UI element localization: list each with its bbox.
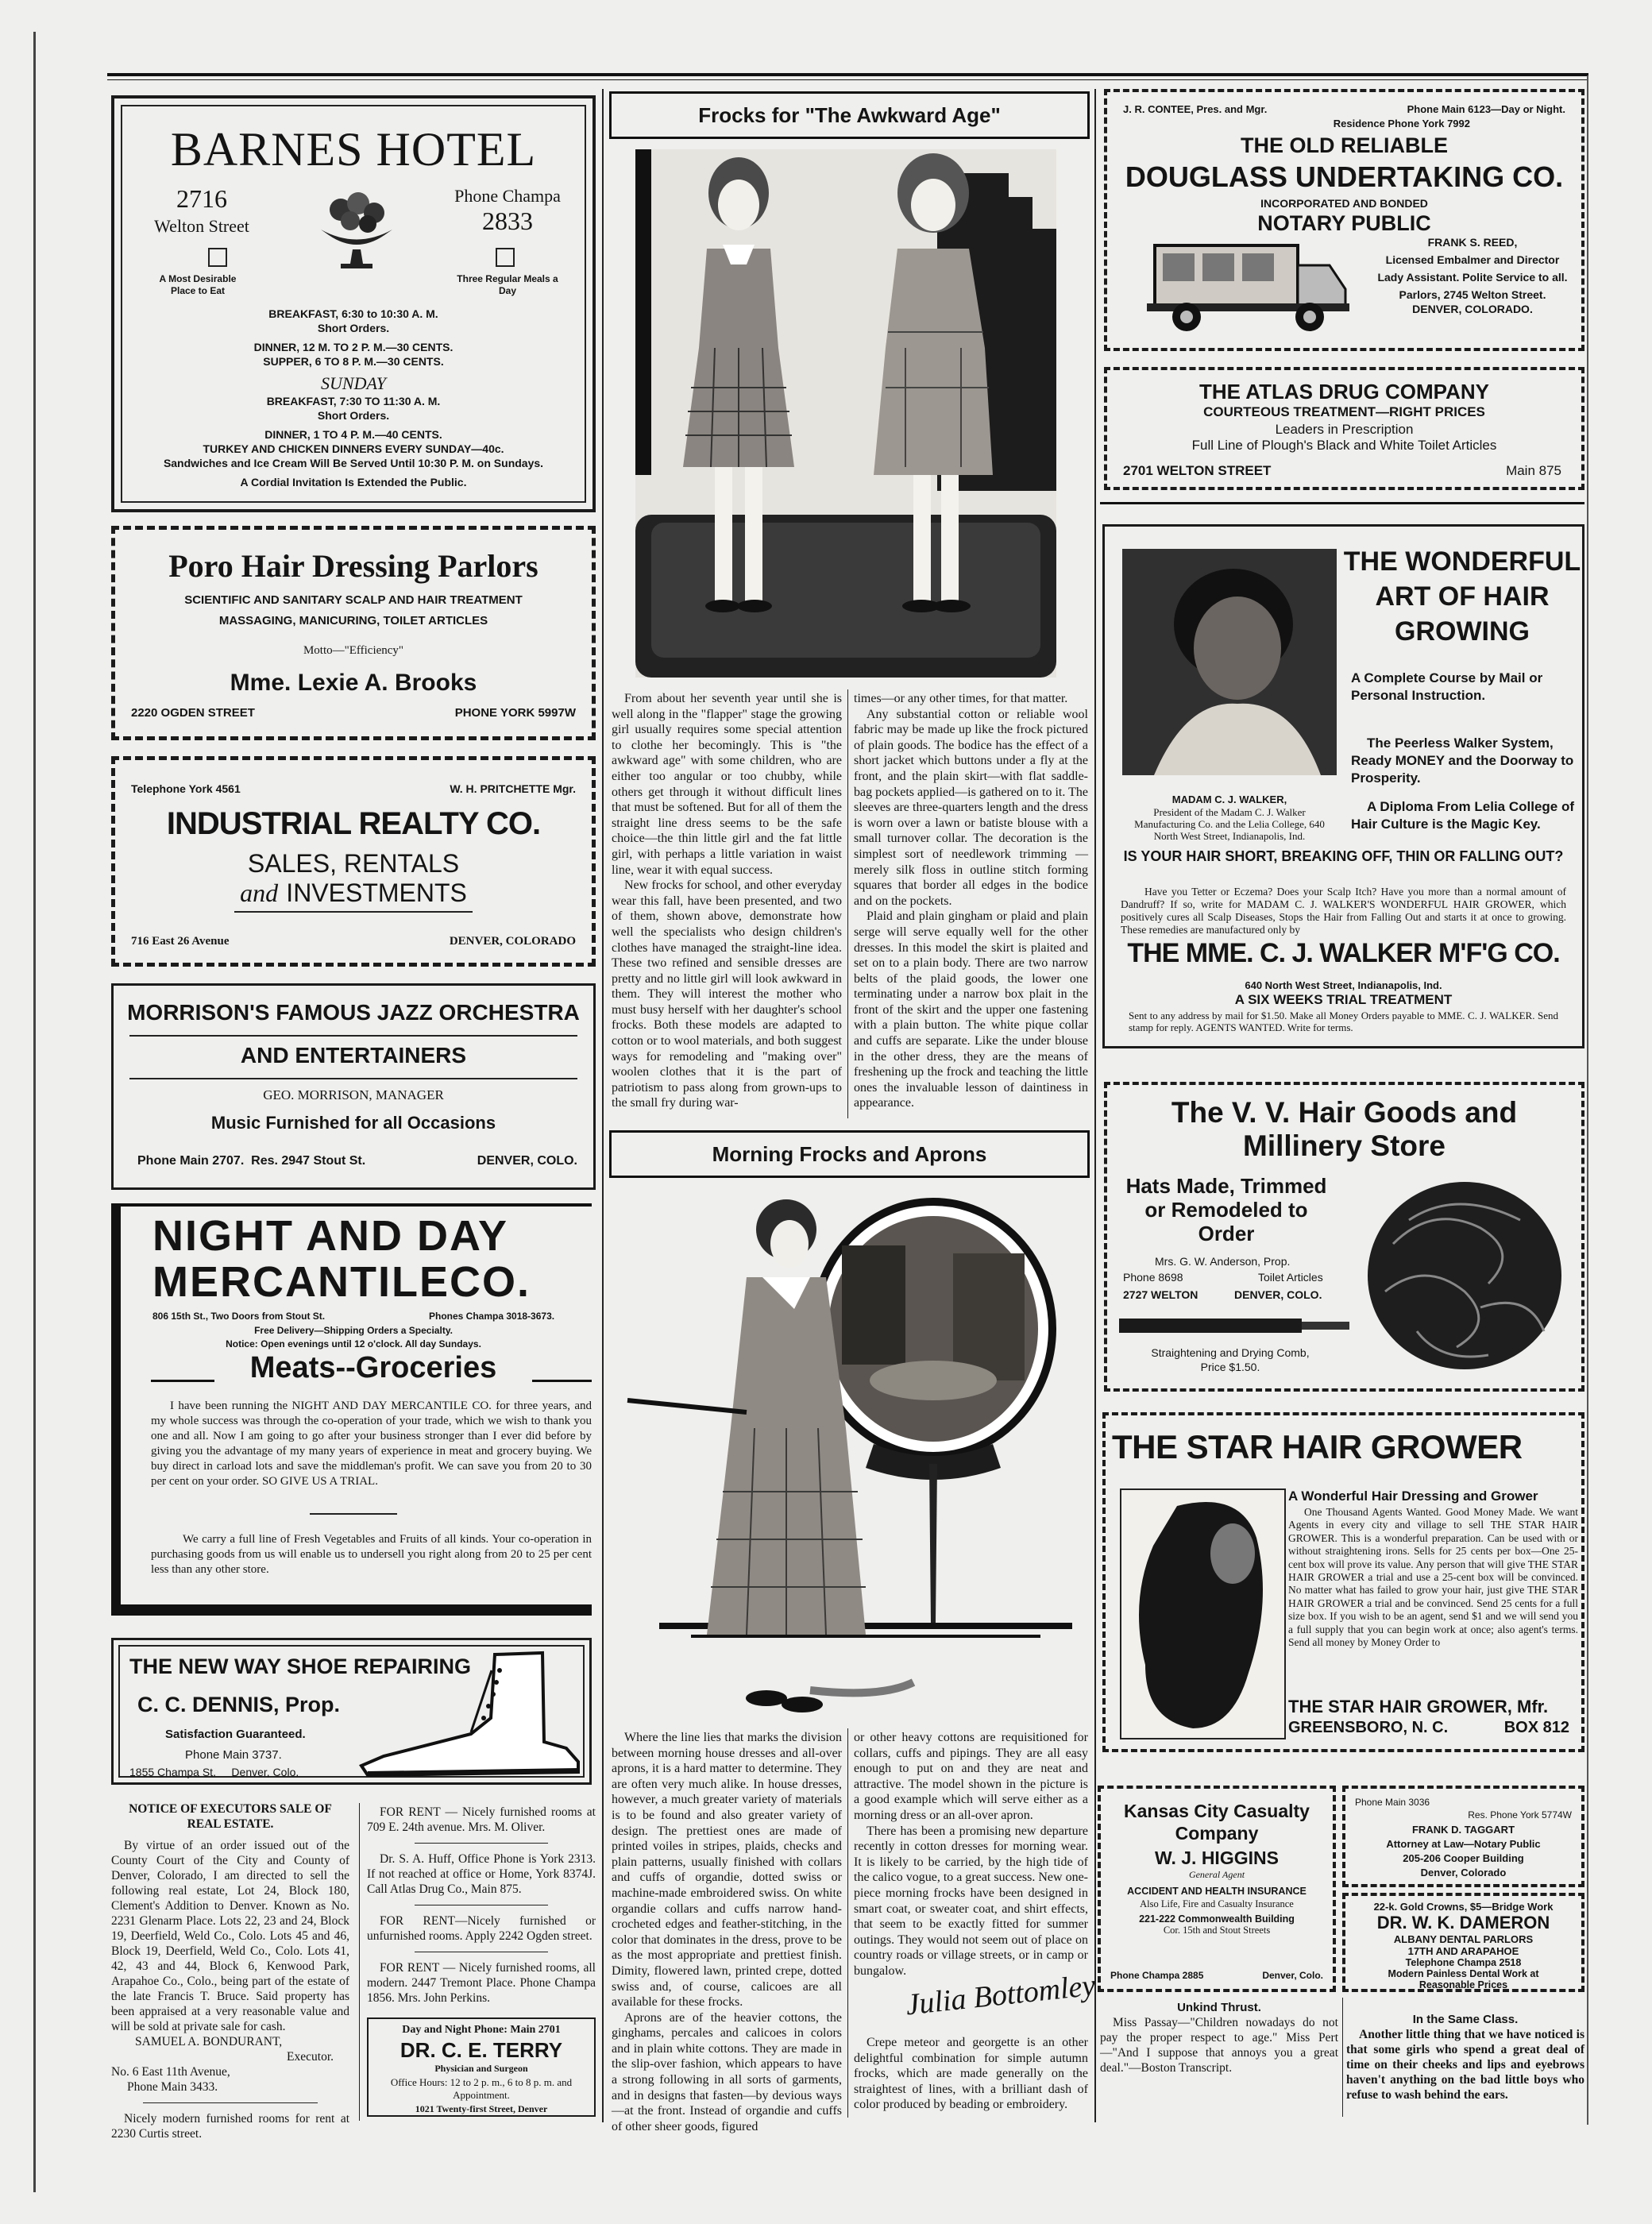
mercantile-body: I have been running the NIGHT AND DAY MERCANTILE CO. for three years, and my whole success was through the co-operation of your trade, which we wish to thank you one and all. Now I am going to go after your business stronger than I ever did before by giving you the advantage of my many years of experience in meat and grocery buying. We buy direct in carload lots and save the middleman's profit. We can save you from 20 to 30 per cent on your order. SO GIVE US A TRIAL.: [151, 1400, 592, 1488]
barnes-phone-label: Phone Champa: [454, 186, 561, 206]
executors-role: Executor.: [287, 2050, 334, 2064]
walker-ad: [1102, 524, 1584, 1048]
dameron-street: 17TH AND ARAPAHOE: [1407, 1945, 1519, 1957]
for-rent-ad-2: FOR RENT—Nicely furnished or unfurnished rooms. Apply 2242 Ogden street.: [367, 1914, 596, 1943]
walker-question: IS YOUR HAIR SHORT, BREAKING OFF, THIN OR FALLING OUT?: [1123, 848, 1564, 864]
douglass-president: J. R. CONTEE, Pres. and Mgr.: [1123, 103, 1268, 115]
barnes-hotel-ad: [111, 95, 596, 512]
walker-course: A Complete Course by Mail or Personal Instruction.: [1351, 670, 1543, 703]
star-title: THE STAR HAIR GROWER: [1112, 1428, 1523, 1465]
star-hair-grower-ad: [1102, 1412, 1584, 1752]
morning-column-1: Where the line lies that marks the division between morning house dresses and all-over aprons, it is a hard matter to determine. They are often very much alike. In house dresses, however, a much greater variety of materials is to be found and also greater variety of design. The prettiest ones are made of printed voiles in stripes, plaids, checks and plain patterns, usually finished with collars and cuffs of organdie, dotted swiss or machine-made embroidered swiss. On white organdie collars and cuffs narrow hand-crocheted edges and feather-stitching, in the color that dominates in the dress, prove to be as the most appropriate and prettiest finish. Dimity, flowered lawn, printed crepe, dotted swiss and, of course, calicoes are all available for these frocks. Aprons are of the heavier cottons, the ginghams, percales and calicoes in colors and in plain white cottons. They are made in the slip-over fashion, which appears to have a strong following in all sorts of garments, and in designs that fasten—by devious ways—at the front. Instead of organdie and cuffs of other sheer goods, figured: [612, 1731, 842, 2133]
kc-line4: Cor. 15th and Stout Streets: [1163, 1925, 1271, 1936]
poro-title: Poro Hair Dressing Parlors: [168, 548, 538, 584]
comb-icon: [1119, 1311, 1357, 1342]
star-mfr: THE STAR HAIR GROWER, Mfr.: [1288, 1697, 1549, 1716]
executors-notice: [111, 1801, 349, 2141]
mercantile-ad: [111, 1203, 596, 1620]
walker-company: THE MME. C. J. WALKER M'F'G CO.: [1127, 938, 1560, 968]
star-city: GREENSBORO, N. C.: [1288, 1719, 1449, 1736]
vv-phone: Phone 8698: [1123, 1271, 1183, 1284]
dameron-ad: [1342, 1893, 1584, 1992]
jazz-city: DENVER, COLO.: [477, 1154, 577, 1168]
taggart-city: Denver, Colorado: [1420, 1867, 1507, 1878]
frocks-heading: Frocks for "The Awkward Age": [609, 91, 1090, 139]
barnes-title: BARNES HOTEL: [170, 123, 537, 176]
mercantile-title: NIGHT AND DAY MERCANTILECO.: [152, 1212, 531, 1306]
mercantile-address: 806 15th St., Two Doors from Stout St.: [152, 1311, 326, 1322]
star-body: One Thousand Agents Wanted. Good Money Made. We want Agents in every city and village to sell THE STAR HAIR GROWER. This is a wonderful preparation. Can be used with or without straightening irons. Sells for 25 cents per box—One 25-cent box will prove its value. Any person that will give THE STAR HAIR GROWER a trial and use a 25-cent box will be convinced. No matter what has failed to grow your hair, just give THE STAR HAIR GROWER a trial and be convinced. Send 25 cents for a full size box. If you wish to be an agent, send $1 and we will send you a full supply that you can begin work at once; also agent's terms. Send all money by Money Order to: [1288, 1506, 1578, 1649]
star-box: BOX 812: [1503, 1719, 1569, 1736]
atlas-drug-ad: [1104, 367, 1584, 490]
poro-ad: [111, 526, 596, 740]
barnes-phone-number: 2833: [482, 207, 533, 235]
realty-address: 716 East 26 Avenue: [131, 935, 230, 948]
for-rent-ad-3: FOR RENT — Nicely furnished rooms, all modern. 2447 Tremont Place. Phone Champa 1856. Mrs. John Perkins.: [367, 1961, 596, 2005]
douglass-incorporated: INCORPORATED AND BONDED: [1260, 197, 1428, 210]
kc-agent: W. J. HIGGINS: [1155, 1848, 1279, 1868]
long-hair-woman-image: [1121, 1490, 1284, 1738]
vv-comb-caption: Straightening and Drying Comb, Price $1.50.: [1151, 1346, 1310, 1373]
terry-title: Physician and Surgeon: [434, 2063, 528, 2074]
realty-sales: SALES, RENTALS: [247, 849, 460, 878]
shoe-guarantee: Satisfaction Guaranteed.: [165, 1728, 306, 1741]
walker-trial: A SIX WEEKS TRIAL TREATMENT: [1234, 992, 1453, 1007]
douglass-title-2: DOUGLASS UNDERTAKING CO.: [1125, 160, 1564, 193]
barnes-sunday-hours: BREAKFAST, 7:30 TO 11:30 A. M. Short Orders. DINNER, 1 TO 4 P. M.—40 CENTS. TURKEY AND CHICKEN DINNERS EVERY SUNDAY—40c. Sandwiches and Ice Cream Will Be Served Until 10:30 P. M. on Sundays. A Cordial Invitation Is Extended the Public.: [163, 395, 544, 488]
jazz-phone: Phone Main 2707. Res. 2947 Stout St.: [137, 1154, 366, 1168]
atlas-line1: Leaders in Prescription: [1275, 422, 1414, 437]
poro-line1: SCIENTIFIC AND SANITARY SCALP AND HAIR TREATMENT: [184, 593, 523, 607]
woman-in-morning-frock-image: [627, 1190, 1072, 1726]
taggart-role: Attorney at Law—Notary Public: [1386, 1838, 1541, 1850]
hearse-icon: [1139, 234, 1353, 337]
morrison-jazz-ad: [111, 983, 596, 1190]
thrust-title: Unkind Thrust.: [1177, 2001, 1261, 2014]
column-divider-2: [1094, 89, 1096, 2122]
walker-portrait: [1122, 549, 1337, 775]
terry-phone: Day and Night Phone: Main 2701: [402, 2024, 561, 2036]
vv-title: The V. V. Hair Goods and Millinery Store: [1171, 1096, 1518, 1162]
page-edge-right: [1587, 75, 1588, 2125]
mercantile-body-2: We carry a full line of Fresh Vegetables and Fruits of all kinds. Your co-operation in purchasing goods from us will enable us to undersell you right along from 20 to 25 per cent less than any other store.: [151, 1533, 592, 1576]
walker-system: The Peerless Walker System, Ready MONEY and the Doorway to Prosperity.: [1351, 736, 1574, 786]
sameclass-body: Another little thing that we have noticed is that some girls who spend a great deal of time on their cheeks and lips and eyebrows haven't anything on the bad little boys who refuse to wash behind the ears.: [1346, 2028, 1584, 2102]
walker-footer: Sent to any address by mail for $1.50. Make all Money Orders payable to MME. C. J. WALKER. Send stamp for reply. AGENTS WANTED. Write for terms.: [1129, 1010, 1558, 1033]
terry-hours: Office Hours: 12 to 2 p. m., 6 to 8 p. m. and Appointment.: [390, 2076, 573, 2101]
frocks-column-2: times—or any other times, for that matter. Any substantial cotton or reliable wool fabric may be made up like the frock pictured of plain goods. The bodice has the effect of a short jacket which buttons under a fly at the front, and the plain skirt—with flat saddle-bag pockets applied—is gathered on to it. The sleeves are three-quarters length and the dress is worn over a lawn or batiste blouse with a small turnover collar. The decoration is the simplest sort of needlework trimming —merely silk floss in outline stitch forming squares that border all edges in the bodice and on the pockets. Plaid and plain gingham or plaid and plain serge will serve equally well for the other dresses. In this model the skirt is plaited and set on to a plain body. There are two narrow belts of the plaid goods, the lower one terminating under a narrow box plait in the front of the skirt and the upper one fastening with a plain button. The white pique collar and cuffs are separate. Like the under blouse in the other dress, they are the means of freshening up the frock and teaching the little ones the invaluable lesson of daintiness in appearance.: [854, 692, 1088, 1110]
industrial-realty-ad: [111, 756, 596, 967]
unkind-thrust-item: [1100, 2000, 1338, 2075]
kc-role: General Agent: [1188, 1869, 1245, 1880]
kc-title: Kansas City Casualty Company: [1124, 1801, 1310, 1844]
douglass-residence: Residence Phone York 7992: [1333, 118, 1470, 129]
sameclass-title: In the Same Class.: [1412, 2013, 1519, 2026]
atlas-sub: COURTEOUS TREATMENT—RIGHT PRICES: [1203, 404, 1485, 419]
realty-manager: W. H. PRITCHETTE Mgr.: [450, 782, 576, 795]
girls-in-frocks-image: [635, 149, 1056, 678]
executors-phone: Phone Main 3433.: [127, 2080, 218, 2094]
shoe-address: 1855 Champa St. Denver, Colo.: [129, 1766, 299, 1778]
morning-heading: Morning Frocks and Aprons: [609, 1130, 1090, 1178]
morning-column-2b: Crepe meteor and georgette is an other delightful combination for simple autumn frocks, which are made generally on the straightest of lines, with a brilliant dash of color produced by beading or embroidery.: [854, 2036, 1088, 2112]
executors-title: NOTICE OF EXECUTORS SALE OF REAL ESTATE.: [129, 1802, 332, 1831]
vv-hair-goods-ad: [1104, 1082, 1584, 1392]
douglass-ad: [1104, 89, 1584, 351]
barnes-street: Welton Street: [154, 216, 249, 236]
walker-caption: President of the Madam C. J. Walker Manufacturing Co. and the Lelia College, 640 North West Street, Indianapolis, Ind.: [1134, 806, 1325, 842]
walker-address: 640 North West Street, Indianapolis, Ind.: [1245, 979, 1442, 991]
realty-city: DENVER, COLORADO: [449, 935, 576, 948]
taggart-phone: Phone Main 3036: [1355, 1797, 1430, 1808]
taggart-name: FRANK D. TAGGART: [1411, 1824, 1515, 1836]
mercantile-notice: Notice: Open evenings until 12 o'clock. All day Sundays.: [226, 1338, 481, 1349]
douglass-details: FRANK S. REED, Licensed Embalmer and Director Lady Assistant. Polite Service to all. Parlors, 2745 Welton Street. DENVER, COLORADO.: [1377, 236, 1568, 315]
poro-name: Mme. Lexie A. Brooks: [230, 670, 477, 696]
jazz-title-2: AND ENTERTAINERS: [240, 1043, 467, 1068]
kansas-city-casualty-ad: [1098, 1786, 1336, 1992]
shoe-title: THE NEW WAY SHOE REPAIRING: [129, 1654, 472, 1678]
realty-phone: Telephone York 4561: [131, 782, 241, 795]
top-rule: [107, 73, 1588, 76]
vv-city: DENVER, COLO.: [1234, 1288, 1322, 1301]
dameron-parlors: ALBANY DENTAL PARLORS: [1393, 1933, 1534, 1945]
same-class-item: [1346, 2012, 1584, 2102]
hair-piece-icon: [1361, 1172, 1576, 1379]
page-edge-left: [33, 32, 36, 2192]
vv-prop: Mrs. G. W. Anderson, Prop.: [1155, 1255, 1291, 1268]
huff-notice: Dr. S. A. Huff, Office Phone is York 2313. If not reached at office or Home, York 8374J. Call Atlas Drug Co., Main 875.: [367, 1852, 596, 1896]
for-rent-column: [367, 1805, 596, 2006]
douglass-phone: Phone Main 6123—Day or Night.: [1407, 103, 1565, 115]
douglass-title-1: THE OLD RELIABLE: [1241, 133, 1448, 157]
shoe-icon: [352, 1647, 590, 1782]
atlas-title: THE ATLAS DRUG COMPANY: [1199, 380, 1489, 403]
realty-investments: and INVESTMENTS: [240, 878, 467, 907]
taggart-res: Res. Phone York 5774W: [1468, 1809, 1572, 1821]
bottomley-signature: Julia Bottomley: [904, 1968, 1098, 2022]
shoe-repair-ad: [111, 1638, 592, 1785]
terry-name: DR. C. E. TERRY: [399, 2038, 563, 2062]
poro-line2: MASSAGING, MANICURING, TOILET ARTICLES: [218, 614, 488, 627]
mercantile-headline: Meats--Groceries: [249, 1351, 497, 1384]
executors-rooms: Nicely modern furnished rooms for rent at 2230 Curtis street.: [111, 2112, 349, 2141]
dameron-line: Modern Painless Dental Work at Reasonable Prices: [1388, 1968, 1539, 1990]
taggart-address: 205-206 Cooper Building: [1403, 1852, 1524, 1864]
poro-address: 2220 OGDEN STREET: [131, 706, 255, 720]
terry-address: 1021 Twenty-first Street, Denver: [415, 2103, 548, 2114]
awkward-age-photo: [635, 149, 1056, 678]
mercantile-delivery: Free Delivery—Shipping Orders a Specialty.: [254, 1325, 453, 1336]
executors-signer: SAMUEL A. BONDURANT,: [135, 2035, 283, 2048]
executors-body: By virtue of an order issued out of the County Court of the City and County of Denver, Colorado, I am directed to sell the following real estate, Lot 24, Block 180, Clement's Addition to Denver. Known as No. 2231 Glenarm Place. Lots 22, 23 and 24, Block 19, Deerfield, Weld Co., Colo. Lots 45 and 46, Block 19, Deerfield, Weld Co., Colo. Lots 41, 42, 43 and 44, Block 6, Kenwood Park, Arapahoe Co., Colo., being part of the estate of the late Francis T. Bruce. Said property has been appraised at a very reasonable value and will be sold at private sale for cash.: [111, 1839, 349, 2033]
terry-ad: [367, 2017, 596, 2117]
barnes-street-number: 2716: [176, 184, 227, 213]
morning-column-2: or other heavy cottons are requisitioned for collars, cuffs and pipings. They are all easy enough to put on and they are neat and attractive. The model shown in the picture is a good example which will serve either as a morning dress or an all-over apron. There has been a promising new departure recently in cotton dresses for morning wear. It is likely to be carried, by the high tide of the calico vogue, to a great success. New one-piece morning frocks have been designed in smart coat, or sweater coat, and shirt effects, that seem to be exactly fitted for summer outings. They would not seem out of place on country roads or village streets, or in camp or bungalow.: [854, 1731, 1088, 1978]
barnes-weekday-hours: BREAKFAST, 6:30 to 10:30 A. M. Short Orders. DINNER, 12 M. TO 2 P. M.—30 CENTS. SUPPER, 6 TO 8 P. M.—30 CENTS.: [253, 307, 454, 368]
top-rule-thin: [107, 79, 1588, 80]
walker-diploma: A Diploma From Lelia College of Hair Culture is the Magic Key.: [1351, 799, 1575, 832]
douglass-notary: NOTARY PUBLIC: [1257, 211, 1431, 235]
star-headline: A Wonderful Hair Dressing and Grower: [1288, 1488, 1538, 1504]
jazz-manager: GEO. MORRISON, MANAGER: [263, 1087, 444, 1102]
vv-toilet: Toilet Articles: [1258, 1271, 1323, 1284]
poro-phone: PHONE YORK 5997W: [454, 706, 576, 720]
vv-hats: Hats Made, Trimmed or Remodeled to Order: [1125, 1174, 1327, 1245]
taggart-ad: [1342, 1786, 1584, 1887]
kc-line2: Also Life, Fire and Casualty Insurance: [1140, 1898, 1294, 1909]
vv-address: 2727 WELTON: [1123, 1288, 1198, 1301]
fruit-bowl-icon: [309, 186, 404, 273]
atlas-line2: Full Line of Plough's Black and White Toilet Articles: [1191, 438, 1497, 453]
thrust-body: Miss Passay—"Children nowadays do not pay the proper respect to age." Miss Pert—"And I suppose that annoys you a great deal."—Boston Transcript.: [1100, 2016, 1338, 2075]
frocks-column-1: From about her seventh year until she is well along in the "flapper" stage the growing girl usually requires some special attention to clothe her becomingly. This is "the awkward age" with some children, who are either too angular or too chubby, while others get through it without difficult lines that must be softened. But for all of them the straight line dress seems to be the safe choice—the thin little girl and the fat little girl, with perhaps a little variation in waist line, wear it with equal success. New frocks for school, and other everyday wear this fall, have been presented, and two of them, shown above, demonstrate how well the specialists who design children's clothes have managed the straight-line idea. These two refined and sensible dresses are pretty and no little girl will look awkward in them. They will interest the mother who must busy herself with her daughter's school frocks. Both these models are adapted to cotton or to wool materials, and both suggest ways for remodeling and "making over" woolen clothes that it is the part of patriotism to pass along from grown-ups to the small fry during war-: [612, 692, 842, 1110]
walker-body: Have you Tetter or Eczema? Does your Scalp Itch? Have you more than a normal amount of Dandruff? If so, write for MADAM C. J. WALKER'S WONDERFUL HAIR GROWER, which positively cures all Scalp Diseases, Stops the Hair from Falling Out and starts it at once to growing. These remedies are manufactured only by: [1121, 886, 1566, 936]
mercantile-phones: Phones Champa 3018-3673.: [429, 1311, 555, 1322]
atlas-phone: Main 875: [1506, 463, 1561, 478]
barnes-right-note: Three Regular Meals a Day: [457, 273, 558, 296]
walker-title: THE WONDERFUL ART OF HAIR GROWING: [1343, 546, 1581, 647]
atlas-address: 2701 WELTON STREET: [1123, 463, 1272, 478]
for-rent-ad-1: FOR RENT — Nicely furnished rooms at 709 E. 24th avenue. Mrs. M. Oliver.: [367, 1805, 596, 1834]
kc-city: Denver, Colo.: [1262, 1970, 1323, 1981]
star-hair-photo: [1120, 1488, 1286, 1739]
barnes-sunday: SUNDAY: [321, 373, 386, 393]
jazz-tagline: Music Furnished for all Occasions: [210, 1113, 496, 1133]
kc-line3: 221-222 Commonwealth Building: [1139, 1913, 1295, 1925]
shoe-phone: Phone Main 3737.: [185, 1748, 282, 1762]
barnes-left-note: A Most Desirable Place to Eat: [159, 273, 237, 296]
executors-address: No. 6 East 11th Avenue,: [111, 2065, 230, 2079]
dameron-phone: Telephone Champa 2518: [1405, 1957, 1522, 1968]
kc-phone: Phone Champa 2885: [1110, 1970, 1204, 1981]
dameron-name: DR. W. K. DAMERON: [1376, 1913, 1550, 1932]
decor-square-icon: [496, 248, 515, 267]
walker-caption-name: MADAM C. J. WALKER,: [1171, 793, 1287, 805]
kc-line1: ACCIDENT AND HEALTH INSURANCE: [1127, 1886, 1307, 1897]
decor-square-icon: [208, 248, 227, 267]
column-divider-1: [602, 89, 604, 2122]
dameron-top: 22-k. Gold Crowns, $5—Bridge Work: [1373, 1901, 1554, 1913]
jazz-title-1: MORRISON'S FAMOUS JAZZ ORCHESTRA: [127, 1000, 580, 1025]
portrait-image: [1122, 549, 1337, 775]
realty-title: INDUSTRIAL REALTY CO.: [166, 806, 541, 841]
poro-motto: Motto—"Efficiency": [303, 644, 404, 657]
shoe-name: C. C. DENNIS, Prop.: [137, 1693, 341, 1716]
morning-frock-photo: [627, 1190, 1072, 1726]
